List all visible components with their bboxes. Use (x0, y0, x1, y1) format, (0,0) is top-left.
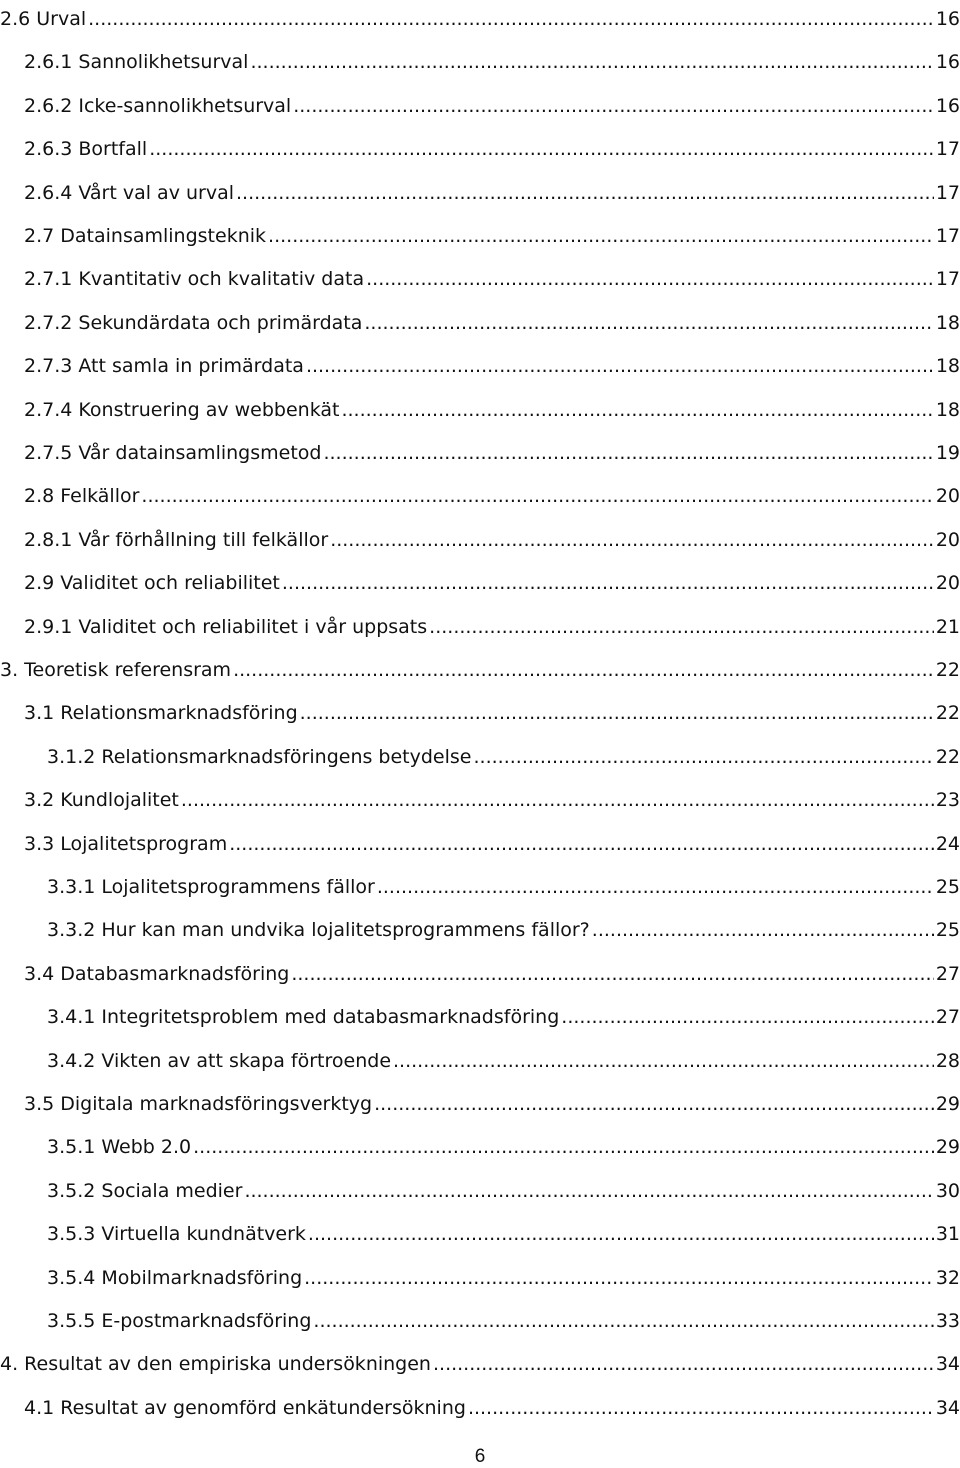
toc-entry-title: 3.5.1 Webb 2.0 (47, 1136, 192, 1159)
toc-dot-leader (592, 919, 934, 941)
toc-entry[interactable] (24, 87, 960, 117)
toc-dot-leader (233, 659, 934, 681)
toc-entry-page: 30 (935, 1179, 960, 1202)
toc-dot-leader (141, 485, 933, 507)
toc-entry[interactable] (24, 217, 960, 247)
toc-entry[interactable] (24, 174, 960, 204)
toc-entry-title: 3.4 Databasmarknadsföring (24, 962, 290, 985)
toc-entry-title: 2.7.1 Kvantitativ och kvalitativ data (24, 268, 365, 291)
toc-entry[interactable] (24, 608, 960, 638)
toc-entry[interactable] (24, 391, 960, 421)
toc-dot-leader (88, 8, 934, 30)
toc-entry-title: 3.5.4 Mobilmarknadsföring (47, 1266, 303, 1289)
toc-dot-leader (229, 833, 934, 855)
toc-dot-leader (291, 963, 933, 985)
toc-entry[interactable] (0, 1345, 960, 1375)
toc-entry-page: 16 (935, 8, 960, 30)
toc-dot-leader (468, 1397, 934, 1419)
toc-entry-title: 3.4.1 Integritetsproblem med databasmarknadsföring (47, 1006, 560, 1029)
toc-dot-leader (149, 138, 934, 160)
toc-entry[interactable] (47, 1172, 960, 1202)
toc-dot-leader (306, 355, 934, 377)
toc-dot-leader (474, 746, 934, 768)
toc-dot-leader (364, 312, 933, 334)
toc-entry-page: 32 (935, 1266, 960, 1289)
toc-entry[interactable] (47, 1042, 960, 1072)
toc-entry-title: 3.2 Kundlojalitet (24, 789, 179, 812)
toc-dot-leader (433, 1353, 934, 1375)
toc-entry[interactable] (24, 477, 960, 507)
toc-entry-page: 16 (935, 94, 960, 117)
toc-dot-leader (304, 1267, 934, 1289)
toc-entry-title: 3.5.2 Sociala medier (47, 1179, 243, 1202)
toc-entry[interactable] (24, 694, 960, 724)
toc-entry-title: 2.6 Urval (0, 8, 87, 30)
toc-entry-page: 17 (935, 268, 960, 291)
toc-dot-leader (323, 442, 933, 464)
toc-entry-page: 28 (935, 1049, 960, 1072)
toc-entry-title: 3.3 Lojalitetsprogram (24, 832, 228, 855)
toc-dot-leader (561, 1006, 934, 1028)
toc-entry[interactable] (47, 911, 960, 941)
toc-entry-title: 4. Resultat av den empiriska undersökningen (0, 1353, 431, 1376)
toc-entry-title: 2.8.1 Vår förhållning till felkällor (24, 528, 329, 551)
toc-entry-title: 3.3.1 Lojalitetsprogrammens fällor (47, 876, 375, 898)
toc-dot-leader (250, 51, 933, 73)
toc-entry[interactable] (47, 1215, 960, 1245)
toc-entry-title: 2.7.5 Vår datainsamlingsmetod (24, 442, 322, 464)
toc-entry-page: 18 (935, 355, 960, 378)
toc-entry-page: 29 (935, 1136, 960, 1159)
toc-entry-title: 2.6.3 Bortfall (24, 138, 148, 161)
toc-entry-title: 3.1 Relationsmarknadsföring (24, 702, 298, 725)
toc-dot-leader (293, 95, 934, 117)
toc-entry[interactable] (0, 0, 960, 30)
toc-entry-title: 2.7.3 Att samla in primärdata (24, 355, 304, 378)
toc-entry[interactable] (47, 1302, 960, 1332)
toc-entry-title: 2.7.4 Konstruering av webbenkät (24, 398, 340, 421)
toc-entry-page: 20 (935, 572, 960, 595)
toc-entry[interactable] (24, 781, 960, 811)
toc-entry-title: 2.6.2 Icke-sannolikhetsurval (24, 94, 292, 117)
toc-entry[interactable] (47, 998, 960, 1028)
toc-entry-page: 21 (935, 615, 960, 638)
toc-dot-leader (300, 702, 934, 724)
toc-entry[interactable] (24, 564, 960, 594)
toc-dot-leader (244, 1180, 933, 1202)
toc-entry-title: 3.5.3 Virtuella kundnätverk (47, 1223, 306, 1246)
toc-entry[interactable] (24, 434, 960, 464)
toc-entry[interactable] (47, 738, 960, 768)
toc-dot-leader (341, 399, 933, 421)
toc-entry-page: 34 (935, 1353, 960, 1376)
toc-dot-leader (181, 789, 934, 811)
toc-dot-leader (366, 268, 934, 290)
toc-dot-leader (236, 182, 934, 204)
toc-entry-page: 24 (935, 832, 960, 855)
toc-entry-page: 18 (935, 398, 960, 421)
toc-entry-title: 3.4.2 Vikten av att skapa förtroende (47, 1049, 392, 1072)
toc-entry-page: 17 (935, 138, 960, 161)
toc-entry[interactable] (24, 521, 960, 551)
toc-entry[interactable] (24, 347, 960, 377)
toc-entry-page: 25 (935, 919, 960, 942)
toc-entry[interactable] (24, 304, 960, 334)
toc-entry-title: 2.6.4 Vårt val av urval (24, 181, 235, 204)
toc-dot-leader (268, 225, 934, 247)
toc-entry-page: 20 (935, 485, 960, 508)
toc-entry[interactable] (24, 825, 960, 855)
toc-entry-title: 2.9 Validitet och reliabilitet (24, 572, 280, 595)
toc-dot-leader (282, 572, 934, 594)
toc-entry-page: 33 (935, 1310, 960, 1332)
toc-entry[interactable] (24, 260, 960, 290)
toc-dot-leader (374, 1093, 934, 1115)
toc-entry[interactable] (0, 651, 960, 681)
toc-entry[interactable] (24, 43, 960, 73)
toc-dot-leader (393, 1050, 934, 1072)
toc-entry-page: 27 (935, 1006, 960, 1029)
toc-dot-leader (330, 529, 934, 551)
toc-entry-page: 19 (935, 442, 960, 464)
toc-entry-page: 31 (935, 1223, 960, 1246)
toc-entry-title: 2.7 Datainsamlingsteknik (24, 225, 267, 247)
toc-entry-title: 2.6.1 Sannolikhetsurval (24, 51, 249, 74)
toc-entry-page: 18 (935, 311, 960, 334)
toc-entry[interactable] (47, 1259, 960, 1289)
toc-entry-page: 17 (935, 225, 960, 247)
toc-entry-page: 22 (935, 702, 960, 725)
toc-entry[interactable] (24, 955, 960, 985)
toc-dot-leader (377, 876, 934, 898)
toc-entry-title: 3.5 Digitala marknadsföringsverktyg (24, 1093, 373, 1115)
toc-entry[interactable] (24, 1085, 960, 1115)
toc-entry-page: 22 (935, 659, 960, 681)
toc-entry-title: 3.3.2 Hur kan man undvika lojalitetsprogrammens fällor? (47, 919, 590, 942)
toc-entry-page: 16 (935, 51, 960, 74)
toc-dot-leader (193, 1136, 934, 1158)
toc-entry[interactable] (24, 1389, 960, 1419)
toc-entry-title: 4.1 Resultat av genomförd enkätundersökning (24, 1396, 466, 1419)
toc-entry-title: 3.1.2 Relationsmarknadsföringens betydelse (47, 745, 472, 768)
toc-entry-page: 22 (935, 745, 960, 768)
toc-entry-title: 2.9.1 Validitet och reliabilitet i vår uppsats (24, 615, 428, 638)
toc-entry[interactable] (47, 868, 960, 898)
toc-entry-title: 2.8 Felkällor (24, 485, 140, 508)
toc-entry-page: 34 (935, 1396, 960, 1419)
toc-dot-leader (429, 616, 934, 638)
toc-entry-page: 29 (935, 1093, 960, 1115)
toc-entry-page: 27 (935, 962, 960, 985)
toc-entry-page: 20 (935, 528, 960, 551)
toc-entry-page: 17 (935, 181, 960, 204)
toc-entry-title: 3.5.5 E-postmarknadsföring (47, 1310, 312, 1332)
toc-entry[interactable] (47, 1128, 960, 1158)
toc-dot-leader (313, 1310, 933, 1332)
toc-dot-leader (308, 1223, 934, 1245)
toc-entry-title: 2.7.2 Sekundärdata och primärdata (24, 311, 363, 334)
toc-entry-page: 25 (935, 876, 960, 898)
toc-entry-title: 3. Teoretisk referensram (0, 659, 232, 681)
page-number: 6 (474, 1446, 486, 1467)
toc-entry[interactable] (24, 130, 960, 160)
toc-entry-page: 23 (935, 789, 960, 812)
